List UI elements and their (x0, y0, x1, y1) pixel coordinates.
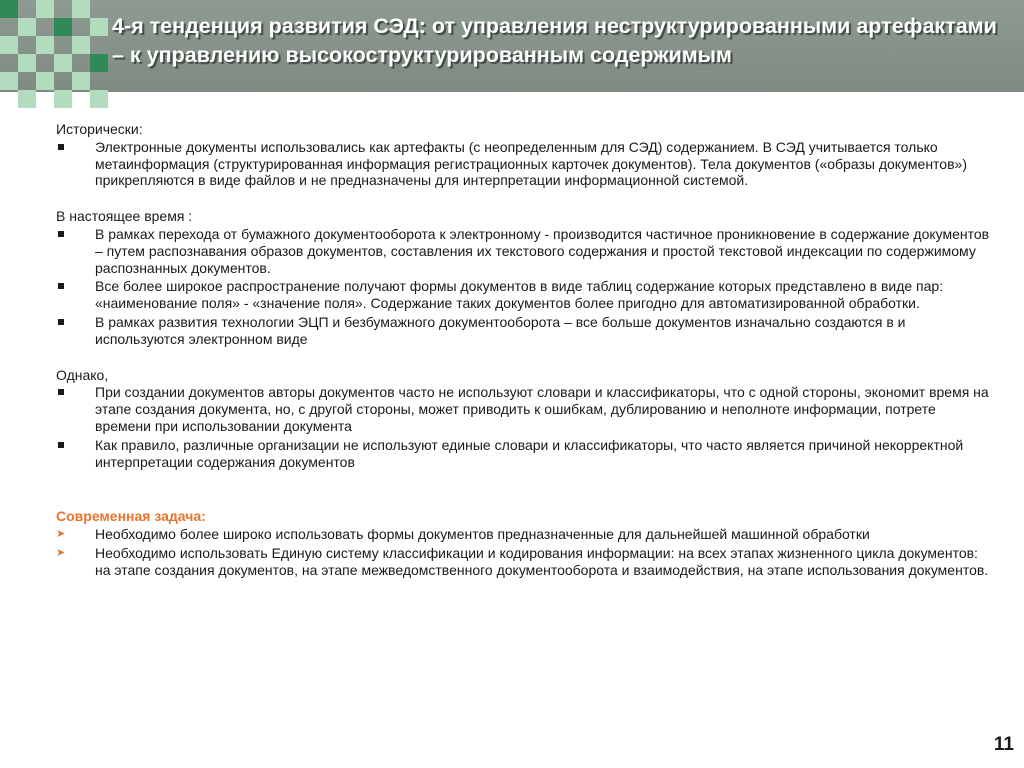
bullet-list-currently (56, 226, 991, 348)
arrow-bullet-icon: ➤ (56, 546, 66, 559)
list-item-text: Электронные документы использовались как артефакты (с неопределенным для СЭД) содержанием. В СЭД учитывается только метаинформация (структурированная информация регистрационных карточек документов). Тела документов («образы документов») прикрепляются в виде файлов и не предназначены для интерпретации информационной системой. (95, 138, 967, 189)
list-item-text: Как правило, различные организации не используют единые словари и классификаторы, что часто является причиной некорректной интерпретации содержания документов (95, 436, 964, 470)
slide-title: 4-я тенденция развития СЭД: от управления неструктурированными артефактами – к управлению высокоструктурированным содержимым (112, 14, 997, 67)
square-bullet-icon (58, 231, 64, 237)
slide-body (56, 121, 991, 581)
list-item-text: Необходимо более широко использовать формы документов предназначенные для дальнейшей машинной обработки (95, 526, 870, 543)
section-heading-modern-task: Современная задача: (56, 508, 206, 525)
arrow-bullet-icon: ➤ (56, 528, 66, 541)
list-item (56, 314, 991, 348)
square-bullet-icon (58, 442, 64, 448)
list-item-text: В рамках развития технологии ЭЦП и безбумажного документооборота – все больше документов изначально создаются в и используются электронном виде (95, 313, 906, 347)
list-item (56, 226, 991, 276)
page-number: 11 (993, 734, 1014, 755)
section-heading-however: Однако, (56, 366, 109, 383)
list-item-text: В рамках перехода от бумажного документооборота к электронному - производится частичное проникновение в содержание документов – путем распознавания образов документов, составления их текстового содержания и простой текстовой индексации по содержимому распознанных документов. (95, 225, 990, 276)
bullet-list-modern-task (56, 526, 991, 578)
list-item (56, 437, 991, 471)
square-bullet-icon (58, 389, 64, 395)
bullet-list-however (56, 384, 991, 470)
bullet-list-historically (56, 139, 991, 189)
list-item-text: При создании документов авторы документов часто не используют словари и классификаторы, что с одной стороны, экономит время на этапе создания документа, но, с другой стороны, может приводить к ошибкам, дублированию и неполноте информации, потрете времени при использовании документа (95, 384, 989, 434)
list-item-text: Все более широкое распространение получают формы документов в виде таблиц содержание которых представлено в виде пар: «наименование поля» - «значение поля». Содержание таких документов более пригодно для автоматизированной обработки. (95, 278, 944, 312)
section-heading-historically: Исторически: (56, 121, 143, 137)
list-item (56, 545, 991, 579)
list-item (56, 526, 991, 543)
list-item-text: Необходимо использовать Единую систему классификации и кодирования информации: на всех этапах жизненного цикла документов: на этапе создания документов, на этапе межведомственного документооборота и взаимодействия, на этапе использования документов. (95, 544, 989, 578)
list-item (56, 278, 991, 312)
section-heading-currently: В настоящее время : (56, 208, 193, 225)
list-item (56, 384, 991, 434)
square-bullet-icon (58, 319, 64, 325)
square-bullet-icon (58, 144, 64, 150)
list-item (56, 139, 991, 189)
decorative-mosaic (0, 0, 110, 110)
square-bullet-icon (58, 283, 64, 289)
